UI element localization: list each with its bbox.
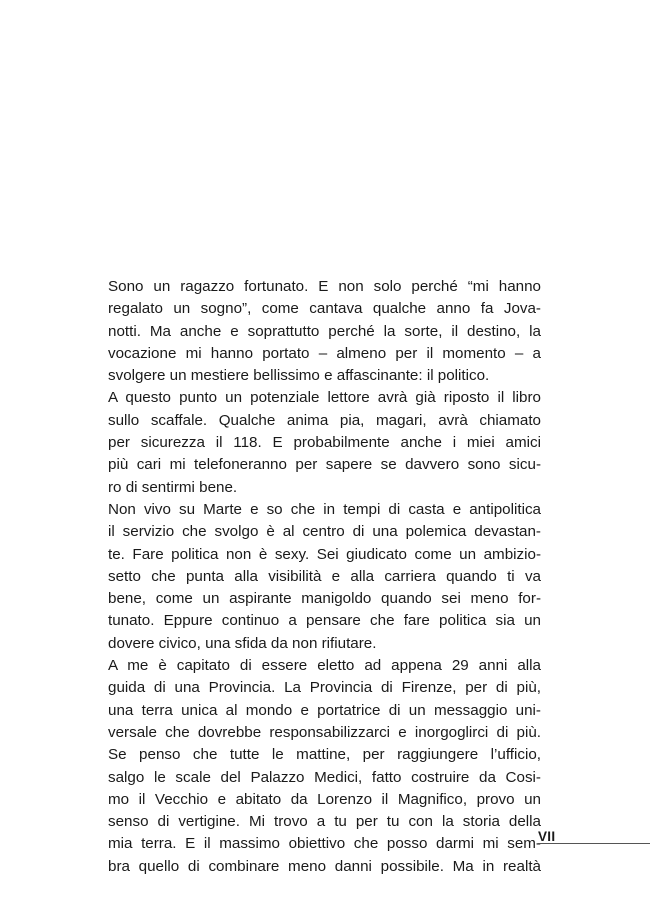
text-line: mia terra. E il massimo obiettivo che posso darmi mi sem- [108, 835, 541, 853]
text-line: vocazione mi hanno portato – almeno per il momento – a [108, 344, 541, 362]
text-line: guida di una Provincia. La Provincia di Firenze, per di più, [108, 679, 541, 697]
text-line: regalato un sogno”, come cantava qualche anno fa Jova- [108, 300, 541, 318]
text-line: ro di sentirmi bene. [108, 478, 238, 496]
text-line: salgo le scale del Palazzo Medici, fatto costruire da Cosi- [108, 768, 541, 786]
text-line: per sicurezza il 118. E probabilmente anche i miei amici [108, 434, 541, 452]
text-line: dovere civico, una sfida da non rifiutare. [108, 634, 377, 652]
text-line: Non vivo su Marte e so che in tempi di casta e antipolitica [108, 500, 541, 518]
text-line: te. Fare politica non è sexy. Sei giudicato come un ambizio- [108, 545, 541, 563]
text-line: mo il Vecchio e abitato da Lorenzo il Magnifico, provo un [108, 790, 541, 808]
text-line: una terra unica al mondo e portatrice di un messaggio uni- [108, 701, 541, 719]
text-line: bra quello di combinare meno danni possibile. Ma in realtà [108, 857, 541, 875]
text-line: versale che dovrebbe responsabilizzarci e inorgoglirci di più. [108, 723, 541, 741]
text-line: notti. Ma anche e soprattutto perché la sorte, il destino, la [108, 322, 541, 340]
page-number-rule [538, 843, 650, 844]
text-line: A questo punto un potenziale lettore avrà già riposto il libro [108, 389, 541, 407]
text-line: Se penso che tutte le mattine, per raggiungere l’ufficio, [108, 746, 541, 764]
text-line: svolgere un mestiere bellissimo e affascinante: il politico. [108, 367, 490, 385]
text-line: setto che punta alla visibilità e alla carriera quando ti va [108, 567, 541, 585]
text-line: A me è capitato di essere eletto ad appena 29 anni alla [108, 657, 541, 675]
text-line: Sono un ragazzo fortunato. E non solo perché “mi hanno [108, 278, 541, 295]
page-number: VII [538, 829, 556, 844]
text-line: tunato. Eppure continuo a pensare che fare politica sia un [108, 612, 541, 630]
text-line: senso di vertigine. Mi trovo a tu per tu con la storia della [108, 813, 541, 831]
text-line: sullo scaffale. Qualche anima pia, magari, avrà chiamato [108, 411, 541, 429]
text-line: bene, come un aspirante manigoldo quando sei meno for- [108, 590, 541, 608]
text-line: più cari mi telefoneranno per sapere se davvero sono sicu- [108, 456, 541, 474]
text-line: il servizio che svolgo è al centro di una polemica devastan- [108, 523, 541, 541]
body-text [108, 276, 541, 878]
